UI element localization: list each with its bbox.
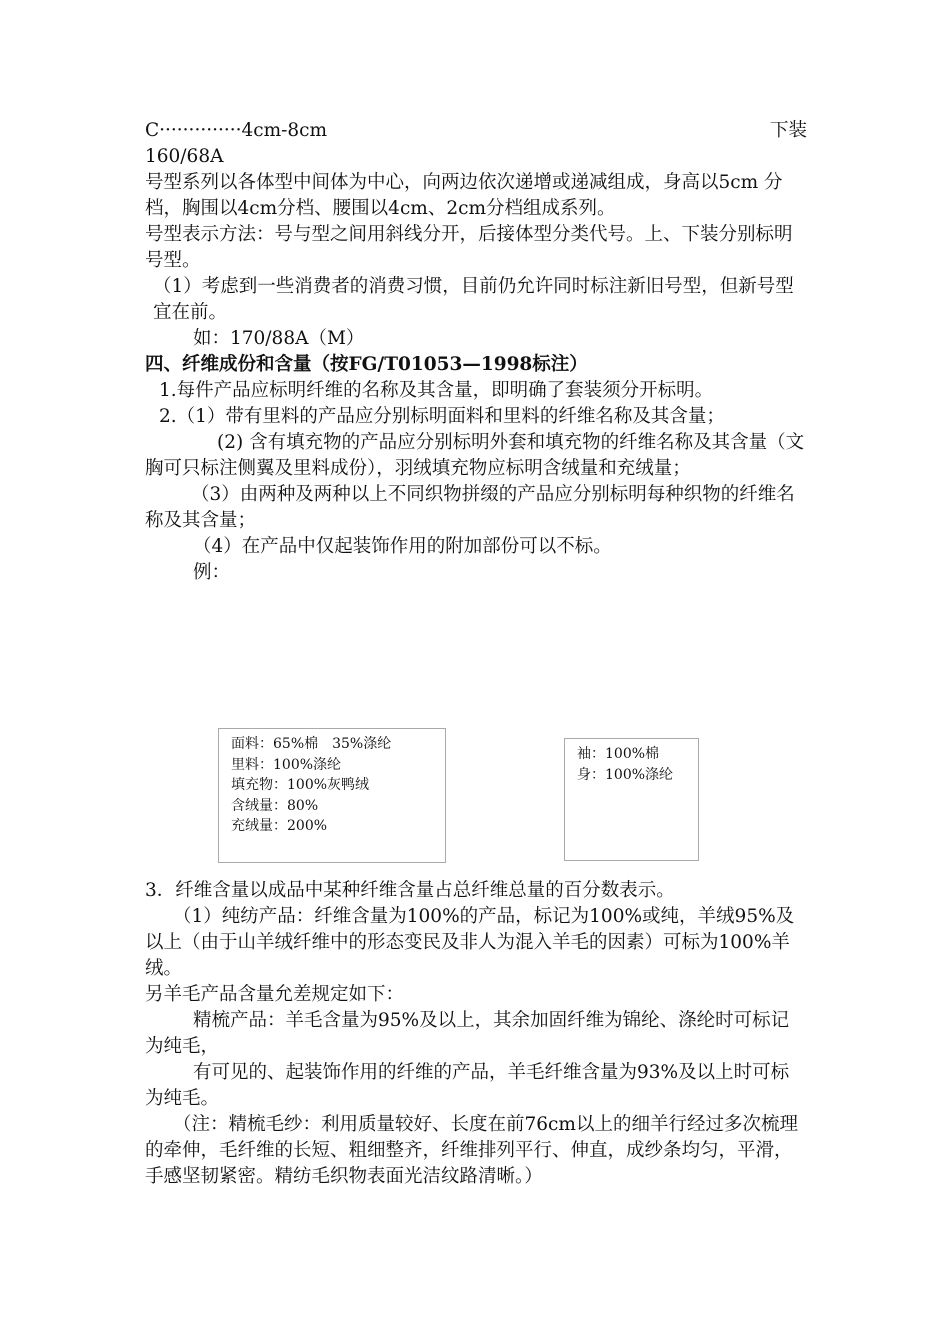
- document-upper: [145, 118, 807, 586]
- pure-spun-paragraph: （1）纯纺产品：纤维含量为100%的产品，标记为100%或纯，羊绒95%及以上（由于山羊绒纤维中的形态变民及非人为混入羊毛的因素）可标为100%羊绒。: [145, 906, 795, 979]
- section-4-heading: 四、纤维成份和含量（按FG/T01053—1998标注）: [145, 354, 588, 375]
- label-line: 里料：100%涤纶: [231, 756, 342, 773]
- wool-intro: 另羊毛产品含量允差规定如下：: [145, 984, 405, 1005]
- label-line: 身：100%涤纶: [577, 766, 674, 783]
- decorative-fiber-paragraph: 有可见的、起装饰作用的纤维的产品，羊毛纤维含量为93%及以上时可标为纯毛。: [145, 1062, 790, 1109]
- label-line: 面料：65%棉 35%涤纶: [231, 736, 392, 752]
- fiber-item-2-4: （4）在产品中仅起装饰作用的附加部份可以不标。: [193, 536, 612, 557]
- fiber-item-2-1: 2.（1）带有里料的产品应分别标明面料和里料的纤维名称及其含量；: [159, 406, 725, 427]
- label-example-box-2: [564, 738, 699, 861]
- size-series-paragraph: 号型系列以各体型中间体为中心，向两边依次递增或递减组成，身高以5cm 分档，胸围以4cm分档、腰围以4cm、2cm分档组成系列。: [145, 172, 783, 219]
- label-line: 袖：100%棉: [577, 746, 660, 762]
- size-range: C··············4cm-8cm: [145, 120, 328, 141]
- label-example-box-1: [218, 728, 446, 863]
- label-line: 含绒量：80%: [231, 797, 319, 814]
- example-label: 例：: [193, 562, 231, 583]
- document-lower: [145, 878, 807, 1190]
- label-line: 充绒量：200%: [231, 818, 328, 834]
- size-code: 160/68A: [145, 146, 224, 167]
- worsted-paragraph: 精梳产品：羊毛含量为95%及以上，其余加固纤维为锦纶、涤纶时可标记为纯毛，: [145, 1010, 790, 1057]
- fiber-item-3: 3．纤维含量以成品中某种纤维含量占总纤维总量的百分数表示。: [145, 880, 675, 901]
- fiber-item-2-2: (2) 含有填充物的产品应分别标明外套和填充物的纤维名称及其含量（文胸可只标注侧翼及里料成份），羽绒填充物应标明含绒量和充绒量；: [145, 432, 805, 479]
- label-line: 填充物：100%灰鸭绒: [231, 777, 370, 793]
- worsted-yarn-note: （注：精梳毛纱：利用质量较好、长度在前76cm以上的细羊行经过多次梳理的牵伸，毛纤维的长短、粗细整齐，纤维排列平行、伸直，成纱条均匀，平滑，手感坚韧紧密。精纺毛织物表面光洁纹路清晰。）: [145, 1114, 798, 1187]
- bottoms-label: 下装: [769, 120, 807, 141]
- size-notation-paragraph: 号型表示方法：号与型之间用斜线分开，后接体型分类代号。上、下装分别标明号型。: [145, 224, 793, 271]
- size-example: 如：170/88A（M）: [193, 328, 365, 349]
- fiber-item-1: 1.每件产品应标明纤维的名称及其含量，即明确了套装须分开标明。: [159, 380, 714, 401]
- size-note-1: （1）考虑到一些消费者的消费习惯，目前仍允许同时标注新旧号型，但新号型宜在前。: [153, 276, 794, 323]
- size-line: [145, 118, 807, 144]
- fiber-item-2-3: （3）由两种及两种以上不同织物拼缀的产品应分别标明每种织物的纤维名称及其含量；: [145, 484, 795, 531]
